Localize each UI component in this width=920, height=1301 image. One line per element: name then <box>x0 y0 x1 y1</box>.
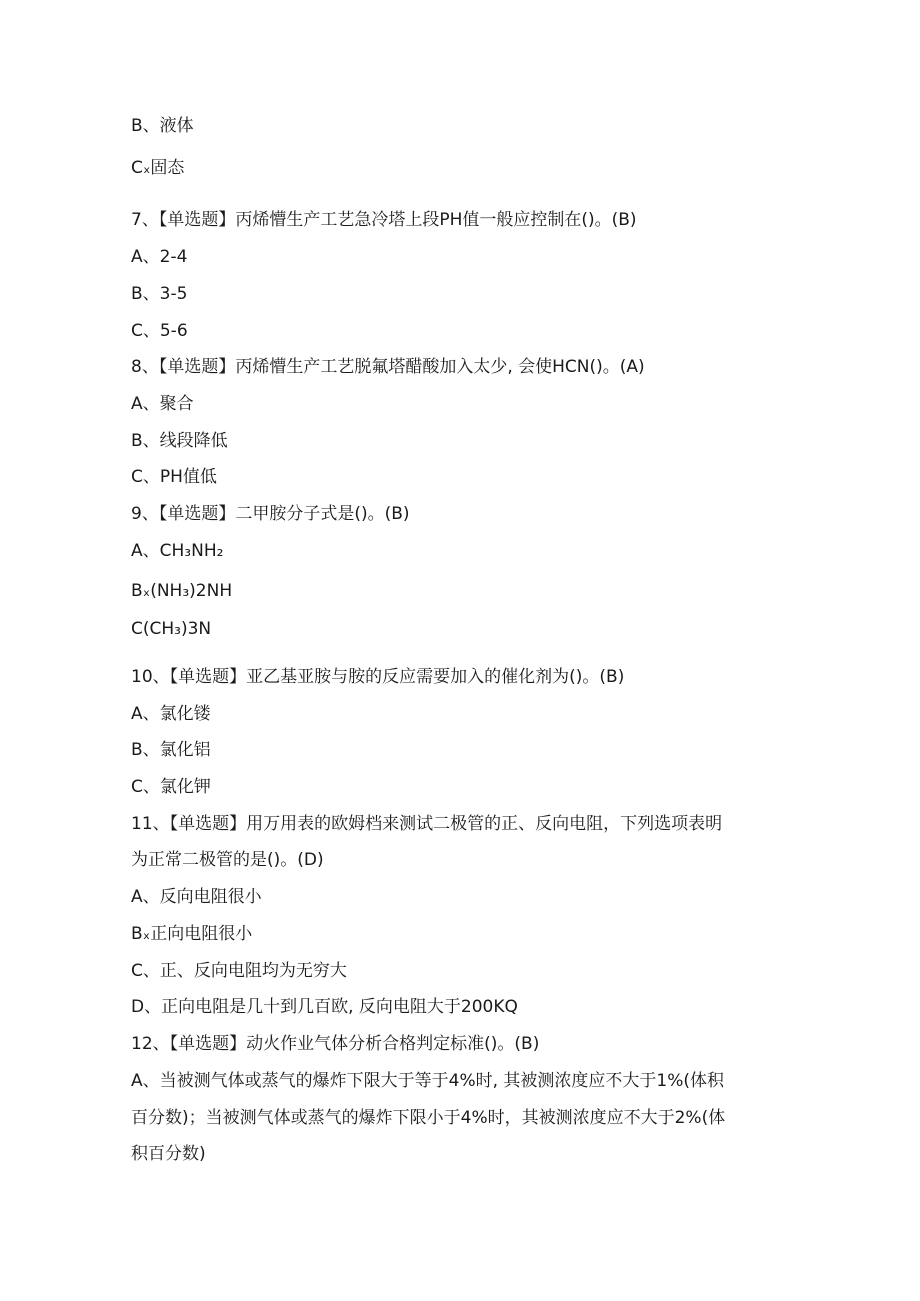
option-c-solid: Cₓ固态 <box>131 158 185 178</box>
question-7-option-a: A、2-4 <box>131 247 188 267</box>
question-11-option-c: C、正、反向电阻均为无穷大 <box>131 961 347 981</box>
question-12: 12、【单选题】动火作业气体分析合格判定标准()。(B) <box>131 1034 540 1054</box>
question-8-option-b: B、线段降低 <box>131 431 228 451</box>
question-10: 10、【单选题】亚乙基亚胺与胺的反应需要加入的催化剂为()。(B) <box>131 667 625 687</box>
question-9: 9、【单选题】二甲胺分子式是()。(B) <box>131 504 410 524</box>
option-b-liquid: B、液体 <box>131 116 194 136</box>
question-9-option-a: A、CH₃NH₂ <box>131 541 224 561</box>
question-8-option-c: C、PH值低 <box>131 467 217 487</box>
question-7: 7、【单选题】丙烯懵生产工艺急冷塔上段PH值一般应控制在()。(B) <box>131 210 637 230</box>
question-9-option-b: Bₓ(NH₃)2NH <box>131 581 233 601</box>
question-10-option-a: A、氯化镂 <box>131 704 211 724</box>
question-11-line-1: 11、【单选题】用万用表的欧姆档来测试二极管的正、反向电阻，下列选项表明 <box>131 814 723 834</box>
question-9-option-c: C(CH₃)3N <box>131 619 212 639</box>
question-8-option-a: A、聚合 <box>131 394 194 414</box>
question-12-option-a-line-3: 积百分数) <box>131 1144 206 1164</box>
question-11-option-d: D、正向电阻是几十到几百欧, 反向电阻大于200KQ <box>131 997 518 1017</box>
question-11-option-a: A、反向电阻很小 <box>131 887 262 907</box>
question-11-line-2: 为正常二极管的是()。(D) <box>131 850 324 870</box>
question-12-option-a-line-2: 百分数)；当被测气体或蒸气的爆炸下限小于4%时，其被测浓度应不大于2%(体 <box>131 1108 726 1128</box>
question-10-option-b: B、氯化铝 <box>131 740 211 760</box>
question-12-option-a-line-1: A、当被测气体或蒸气的爆炸下限大于等于4%时, 其被测浓度应不大于1%(体积 <box>131 1071 725 1091</box>
question-8: 8、【单选题】丙烯懵生产工艺脱氟塔醋酸加入太少, 会使HCN()。(A) <box>131 357 645 377</box>
question-7-option-c: C、5-6 <box>131 321 188 341</box>
question-7-option-b: B、3-5 <box>131 284 188 304</box>
question-10-option-c: C、氯化钾 <box>131 777 211 797</box>
question-11-option-b: Bₓ正向电阻很小 <box>131 924 253 944</box>
